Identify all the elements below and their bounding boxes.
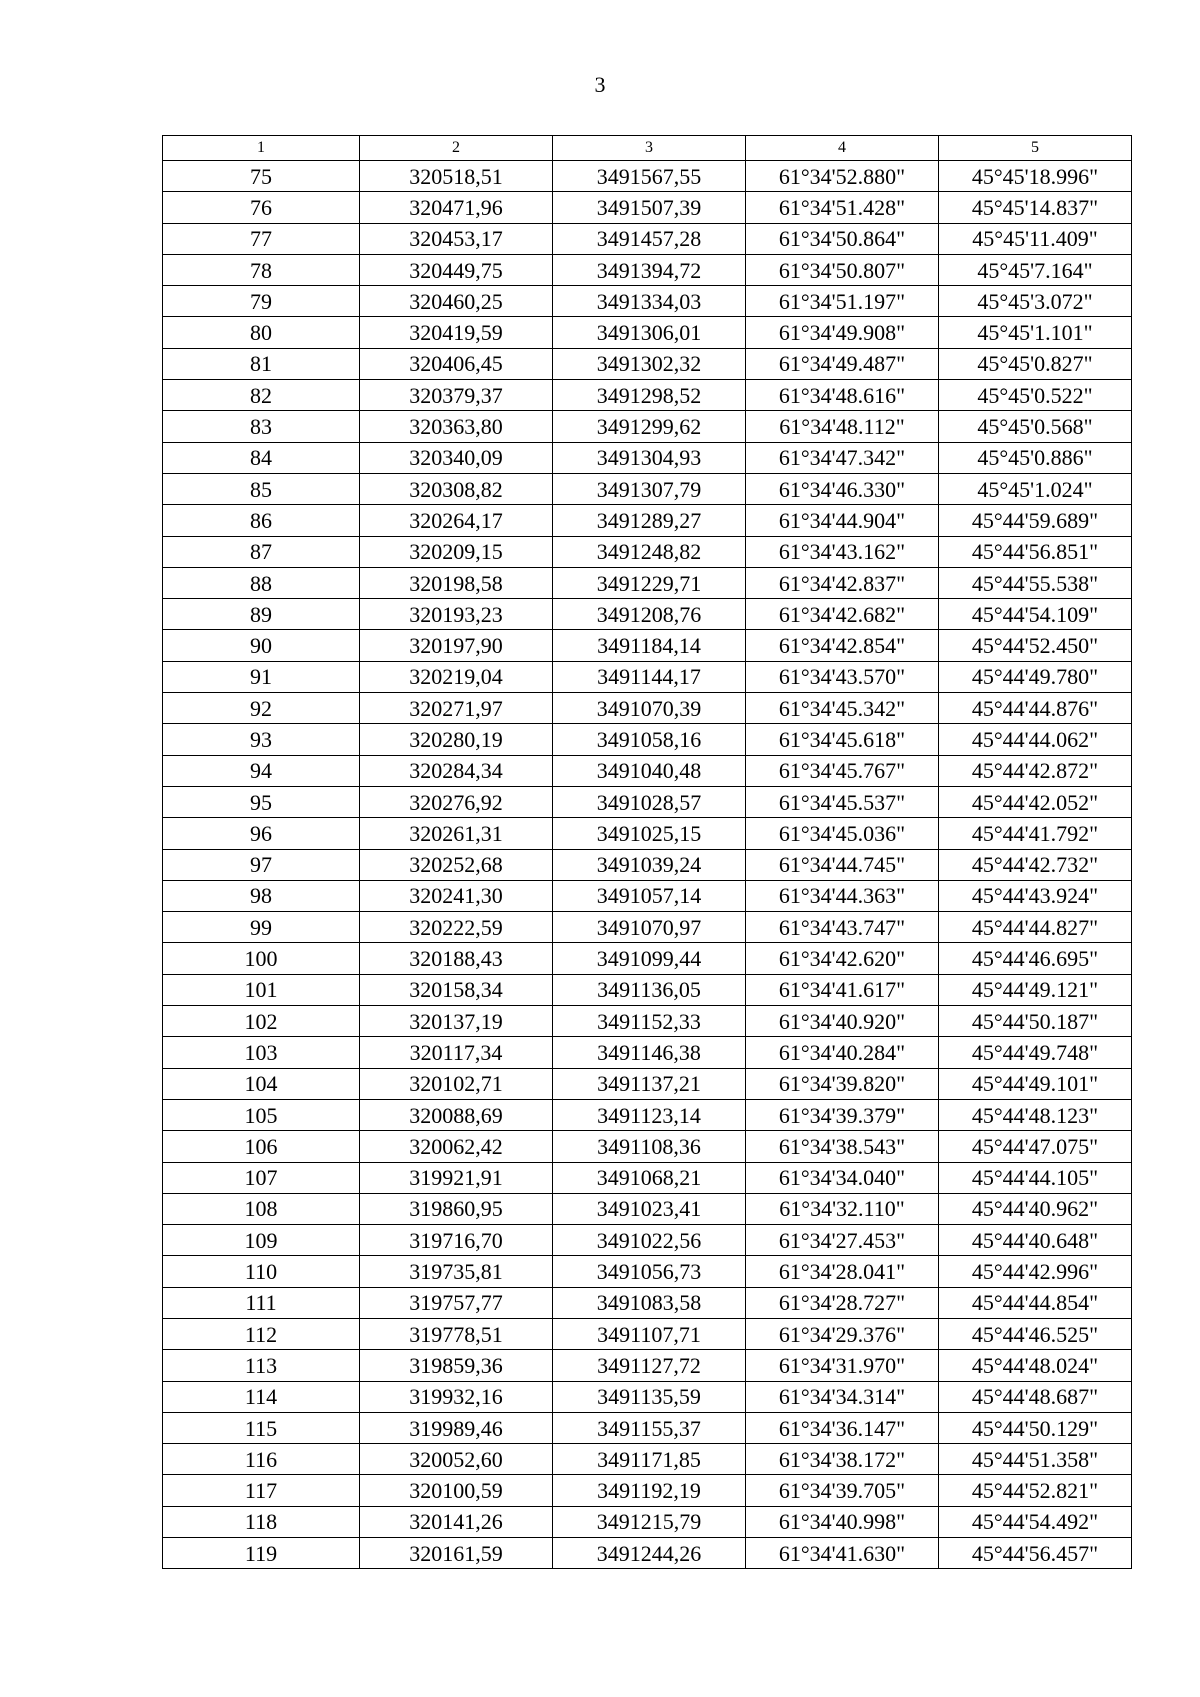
longitude-cell: 61°34'41.617"	[746, 974, 939, 1005]
latitude-cell: 45°45'14.837"	[939, 192, 1132, 223]
y-coordinate-cell: 3491083,58	[553, 1287, 746, 1318]
page-number: 3	[594, 72, 606, 97]
y-coordinate-cell: 3491244,26	[553, 1538, 746, 1569]
y-coordinate-cell: 3491171,85	[553, 1444, 746, 1475]
latitude-cell: 45°44'42.052"	[939, 786, 1132, 817]
y-coordinate-cell: 3491334,03	[553, 286, 746, 317]
point-number-cell: 105	[163, 1099, 360, 1130]
point-number-cell: 119	[163, 1538, 360, 1569]
y-coordinate-cell: 3491298,52	[553, 380, 746, 411]
y-coordinate-cell: 3491039,24	[553, 849, 746, 880]
coordinates-table	[162, 135, 1132, 1569]
latitude-cell: 45°45'0.886"	[939, 442, 1132, 473]
y-coordinate-cell: 3491215,79	[553, 1506, 746, 1537]
point-number-cell: 75	[163, 161, 360, 192]
latitude-cell: 45°44'55.538"	[939, 567, 1132, 598]
point-number-cell: 92	[163, 693, 360, 724]
latitude-cell: 45°44'46.695"	[939, 943, 1132, 974]
longitude-cell: 61°34'51.197"	[746, 286, 939, 317]
x-coordinate-cell: 320158,34	[360, 974, 553, 1005]
point-number-cell: 77	[163, 223, 360, 254]
x-coordinate-cell: 320188,43	[360, 943, 553, 974]
latitude-cell: 45°44'54.492"	[939, 1506, 1132, 1537]
point-number-cell: 116	[163, 1444, 360, 1475]
latitude-cell: 45°44'41.792"	[939, 818, 1132, 849]
y-coordinate-cell: 3491056,73	[553, 1256, 746, 1287]
table-row	[163, 1256, 1132, 1287]
table-row	[163, 943, 1132, 974]
x-coordinate-cell: 320460,25	[360, 286, 553, 317]
x-coordinate-cell: 320197,90	[360, 630, 553, 661]
latitude-cell: 45°44'50.129"	[939, 1412, 1132, 1443]
x-coordinate-cell: 320088,69	[360, 1099, 553, 1130]
y-coordinate-cell: 3491394,72	[553, 254, 746, 285]
table-row	[163, 912, 1132, 943]
latitude-cell: 45°44'56.851"	[939, 536, 1132, 567]
point-number-cell: 118	[163, 1506, 360, 1537]
longitude-cell: 61°34'40.920"	[746, 1006, 939, 1037]
longitude-cell: 61°34'32.110"	[746, 1193, 939, 1224]
longitude-cell: 61°34'42.854"	[746, 630, 939, 661]
latitude-cell: 45°45'7.164"	[939, 254, 1132, 285]
x-coordinate-cell: 320449,75	[360, 254, 553, 285]
longitude-cell: 61°34'42.620"	[746, 943, 939, 974]
x-coordinate-cell: 320271,97	[360, 693, 553, 724]
y-coordinate-cell: 3491107,71	[553, 1318, 746, 1349]
column-header-4: 4	[746, 136, 939, 161]
point-number-cell: 87	[163, 536, 360, 567]
longitude-cell: 61°34'28.727"	[746, 1287, 939, 1318]
point-number-cell: 111	[163, 1287, 360, 1318]
table-row	[163, 223, 1132, 254]
y-coordinate-cell: 3491108,36	[553, 1131, 746, 1162]
y-coordinate-cell: 3491192,19	[553, 1475, 746, 1506]
table-row	[163, 849, 1132, 880]
latitude-cell: 45°44'56.457"	[939, 1538, 1132, 1569]
table-row	[163, 1068, 1132, 1099]
longitude-cell: 61°34'28.041"	[746, 1256, 939, 1287]
x-coordinate-cell: 319735,81	[360, 1256, 553, 1287]
latitude-cell: 45°45'1.101"	[939, 317, 1132, 348]
y-coordinate-cell: 3491289,27	[553, 505, 746, 536]
table-row	[163, 380, 1132, 411]
latitude-cell: 45°44'46.525"	[939, 1318, 1132, 1349]
latitude-cell: 45°44'51.358"	[939, 1444, 1132, 1475]
x-coordinate-cell: 319859,36	[360, 1350, 553, 1381]
x-coordinate-cell: 320100,59	[360, 1475, 553, 1506]
x-coordinate-cell: 319778,51	[360, 1318, 553, 1349]
y-coordinate-cell: 3491127,72	[553, 1350, 746, 1381]
table-row	[163, 755, 1132, 786]
longitude-cell: 61°34'38.543"	[746, 1131, 939, 1162]
table-row	[163, 1444, 1132, 1475]
column-header-1: 1	[163, 136, 360, 161]
y-coordinate-cell: 3491058,16	[553, 724, 746, 755]
point-number-cell: 89	[163, 599, 360, 630]
point-number-cell: 99	[163, 912, 360, 943]
x-coordinate-cell: 320241,30	[360, 880, 553, 911]
latitude-cell: 45°44'44.105"	[939, 1162, 1132, 1193]
longitude-cell: 61°34'46.330"	[746, 473, 939, 504]
longitude-cell: 61°34'42.682"	[746, 599, 939, 630]
longitude-cell: 61°34'38.172"	[746, 1444, 939, 1475]
point-number-cell: 114	[163, 1381, 360, 1412]
x-coordinate-cell: 320193,23	[360, 599, 553, 630]
table-row	[163, 630, 1132, 661]
x-coordinate-cell: 320261,31	[360, 818, 553, 849]
latitude-cell: 45°45'0.568"	[939, 411, 1132, 442]
table-row	[163, 1131, 1132, 1162]
longitude-cell: 61°34'36.147"	[746, 1412, 939, 1443]
x-coordinate-cell: 320308,82	[360, 473, 553, 504]
longitude-cell: 61°34'31.970"	[746, 1350, 939, 1381]
latitude-cell: 45°44'43.924"	[939, 880, 1132, 911]
latitude-cell: 45°45'11.409"	[939, 223, 1132, 254]
point-number-cell: 101	[163, 974, 360, 1005]
table-row	[163, 1538, 1132, 1569]
longitude-cell: 61°34'41.630"	[746, 1538, 939, 1569]
table-row	[163, 1506, 1132, 1537]
x-coordinate-cell: 319860,95	[360, 1193, 553, 1224]
longitude-cell: 61°34'50.807"	[746, 254, 939, 285]
longitude-cell: 61°34'44.363"	[746, 880, 939, 911]
longitude-cell: 61°34'45.618"	[746, 724, 939, 755]
table-row	[163, 1412, 1132, 1443]
y-coordinate-cell: 3491135,59	[553, 1381, 746, 1412]
point-number-cell: 113	[163, 1350, 360, 1381]
x-coordinate-cell: 320052,60	[360, 1444, 553, 1475]
longitude-cell: 61°34'48.616"	[746, 380, 939, 411]
longitude-cell: 61°34'29.376"	[746, 1318, 939, 1349]
longitude-cell: 61°34'47.342"	[746, 442, 939, 473]
table-row	[163, 1350, 1132, 1381]
longitude-cell: 61°34'45.537"	[746, 786, 939, 817]
point-number-cell: 107	[163, 1162, 360, 1193]
latitude-cell: 45°44'42.872"	[939, 755, 1132, 786]
point-number-cell: 93	[163, 724, 360, 755]
y-coordinate-cell: 3491040,48	[553, 755, 746, 786]
latitude-cell: 45°44'49.121"	[939, 974, 1132, 1005]
y-coordinate-cell: 3491304,93	[553, 442, 746, 473]
point-number-cell: 100	[163, 943, 360, 974]
table-row	[163, 317, 1132, 348]
table-row	[163, 661, 1132, 692]
longitude-cell: 61°34'39.820"	[746, 1068, 939, 1099]
table-row	[163, 1193, 1132, 1224]
y-coordinate-cell: 3491144,17	[553, 661, 746, 692]
latitude-cell: 45°44'40.962"	[939, 1193, 1132, 1224]
table-row	[163, 348, 1132, 379]
longitude-cell: 61°34'43.162"	[746, 536, 939, 567]
point-number-cell: 76	[163, 192, 360, 223]
y-coordinate-cell: 3491229,71	[553, 567, 746, 598]
x-coordinate-cell: 319757,77	[360, 1287, 553, 1318]
table-row	[163, 693, 1132, 724]
longitude-cell: 61°34'44.904"	[746, 505, 939, 536]
table-row	[163, 442, 1132, 473]
table-row	[163, 286, 1132, 317]
y-coordinate-cell: 3491457,28	[553, 223, 746, 254]
latitude-cell: 45°44'42.996"	[939, 1256, 1132, 1287]
y-coordinate-cell: 3491306,01	[553, 317, 746, 348]
x-coordinate-cell: 320276,92	[360, 786, 553, 817]
point-number-cell: 115	[163, 1412, 360, 1443]
latitude-cell: 45°44'40.648"	[939, 1225, 1132, 1256]
longitude-cell: 61°34'50.864"	[746, 223, 939, 254]
y-coordinate-cell: 3491567,55	[553, 161, 746, 192]
y-coordinate-cell: 3491057,14	[553, 880, 746, 911]
longitude-cell: 61°34'40.998"	[746, 1506, 939, 1537]
latitude-cell: 45°44'49.780"	[939, 661, 1132, 692]
latitude-cell: 45°45'0.827"	[939, 348, 1132, 379]
point-number-cell: 110	[163, 1256, 360, 1287]
point-number-cell: 109	[163, 1225, 360, 1256]
table-row	[163, 599, 1132, 630]
point-number-cell: 95	[163, 786, 360, 817]
latitude-cell: 45°44'44.062"	[939, 724, 1132, 755]
latitude-cell: 45°44'59.689"	[939, 505, 1132, 536]
latitude-cell: 45°44'44.854"	[939, 1287, 1132, 1318]
x-coordinate-cell: 320471,96	[360, 192, 553, 223]
latitude-cell: 45°45'18.996"	[939, 161, 1132, 192]
table-row	[163, 536, 1132, 567]
latitude-cell: 45°44'49.748"	[939, 1037, 1132, 1068]
y-coordinate-cell: 3491155,37	[553, 1412, 746, 1443]
point-number-cell: 88	[163, 567, 360, 598]
latitude-cell: 45°44'47.075"	[939, 1131, 1132, 1162]
y-coordinate-cell: 3491068,21	[553, 1162, 746, 1193]
longitude-cell: 61°34'48.112"	[746, 411, 939, 442]
y-coordinate-cell: 3491099,44	[553, 943, 746, 974]
x-coordinate-cell: 320198,58	[360, 567, 553, 598]
x-coordinate-cell: 320117,34	[360, 1037, 553, 1068]
y-coordinate-cell: 3491248,82	[553, 536, 746, 567]
x-coordinate-cell: 320222,59	[360, 912, 553, 943]
longitude-cell: 61°34'51.428"	[746, 192, 939, 223]
x-coordinate-cell: 320453,17	[360, 223, 553, 254]
table-row	[163, 724, 1132, 755]
latitude-cell: 45°44'44.827"	[939, 912, 1132, 943]
table-row	[163, 880, 1132, 911]
longitude-cell: 61°34'27.453"	[746, 1225, 939, 1256]
point-number-cell: 117	[163, 1475, 360, 1506]
table-row	[163, 818, 1132, 849]
x-coordinate-cell: 320284,34	[360, 755, 553, 786]
y-coordinate-cell: 3491028,57	[553, 786, 746, 817]
latitude-cell: 45°45'1.024"	[939, 473, 1132, 504]
y-coordinate-cell: 3491070,39	[553, 693, 746, 724]
x-coordinate-cell: 320252,68	[360, 849, 553, 880]
y-coordinate-cell: 3491023,41	[553, 1193, 746, 1224]
longitude-cell: 61°34'45.036"	[746, 818, 939, 849]
point-number-cell: 102	[163, 1006, 360, 1037]
point-number-cell: 96	[163, 818, 360, 849]
longitude-cell: 61°34'39.705"	[746, 1475, 939, 1506]
point-number-cell: 86	[163, 505, 360, 536]
point-number-cell: 91	[163, 661, 360, 692]
y-coordinate-cell: 3491146,38	[553, 1037, 746, 1068]
table-row	[163, 411, 1132, 442]
longitude-cell: 61°34'45.767"	[746, 755, 939, 786]
longitude-cell: 61°34'34.040"	[746, 1162, 939, 1193]
point-number-cell: 94	[163, 755, 360, 786]
longitude-cell: 61°34'44.745"	[746, 849, 939, 880]
table-row	[163, 786, 1132, 817]
latitude-cell: 45°44'49.101"	[939, 1068, 1132, 1099]
y-coordinate-cell: 3491307,79	[553, 473, 746, 504]
table-row	[163, 1475, 1132, 1506]
y-coordinate-cell: 3491152,33	[553, 1006, 746, 1037]
latitude-cell: 45°44'42.732"	[939, 849, 1132, 880]
latitude-cell: 45°45'0.522"	[939, 380, 1132, 411]
latitude-cell: 45°44'50.187"	[939, 1006, 1132, 1037]
x-coordinate-cell: 320419,59	[360, 317, 553, 348]
y-coordinate-cell: 3491299,62	[553, 411, 746, 442]
x-coordinate-cell: 319989,46	[360, 1412, 553, 1443]
latitude-cell: 45°44'52.450"	[939, 630, 1132, 661]
x-coordinate-cell: 320102,71	[360, 1068, 553, 1099]
y-coordinate-cell: 3491302,32	[553, 348, 746, 379]
table-row	[163, 1099, 1132, 1130]
longitude-cell: 61°34'49.908"	[746, 317, 939, 348]
longitude-cell: 61°34'43.747"	[746, 912, 939, 943]
latitude-cell: 45°44'48.123"	[939, 1099, 1132, 1130]
y-coordinate-cell: 3491137,21	[553, 1068, 746, 1099]
table-row	[163, 505, 1132, 536]
point-number-cell: 80	[163, 317, 360, 348]
point-number-cell: 112	[163, 1318, 360, 1349]
table-row	[163, 567, 1132, 598]
longitude-cell: 61°34'43.570"	[746, 661, 939, 692]
x-coordinate-cell: 320141,26	[360, 1506, 553, 1537]
y-coordinate-cell: 3491184,14	[553, 630, 746, 661]
longitude-cell: 61°34'40.284"	[746, 1037, 939, 1068]
x-coordinate-cell: 320379,37	[360, 380, 553, 411]
table-row	[163, 192, 1132, 223]
x-coordinate-cell: 320062,42	[360, 1131, 553, 1162]
point-number-cell: 83	[163, 411, 360, 442]
table-row	[163, 974, 1132, 1005]
x-coordinate-cell: 320363,80	[360, 411, 553, 442]
x-coordinate-cell: 319932,16	[360, 1381, 553, 1412]
column-header-2: 2	[360, 136, 553, 161]
x-coordinate-cell: 319921,91	[360, 1162, 553, 1193]
latitude-cell: 45°44'52.821"	[939, 1475, 1132, 1506]
y-coordinate-cell: 3491208,76	[553, 599, 746, 630]
point-number-cell: 103	[163, 1037, 360, 1068]
y-coordinate-cell: 3491507,39	[553, 192, 746, 223]
latitude-cell: 45°44'54.109"	[939, 599, 1132, 630]
point-number-cell: 78	[163, 254, 360, 285]
x-coordinate-cell: 320518,51	[360, 161, 553, 192]
point-number-cell: 84	[163, 442, 360, 473]
latitude-cell: 45°44'48.024"	[939, 1350, 1132, 1381]
point-number-cell: 97	[163, 849, 360, 880]
x-coordinate-cell: 320264,17	[360, 505, 553, 536]
point-number-cell: 81	[163, 348, 360, 379]
longitude-cell: 61°34'34.314"	[746, 1381, 939, 1412]
longitude-cell: 61°34'52.880"	[746, 161, 939, 192]
table-header-row	[163, 136, 1132, 161]
table-row	[163, 1037, 1132, 1068]
y-coordinate-cell: 3491136,05	[553, 974, 746, 1005]
x-coordinate-cell: 320161,59	[360, 1538, 553, 1569]
x-coordinate-cell: 320280,19	[360, 724, 553, 755]
column-header-5: 5	[939, 136, 1132, 161]
table-row	[163, 1162, 1132, 1193]
x-coordinate-cell: 320219,04	[360, 661, 553, 692]
longitude-cell: 61°34'39.379"	[746, 1099, 939, 1130]
point-number-cell: 79	[163, 286, 360, 317]
y-coordinate-cell: 3491123,14	[553, 1099, 746, 1130]
table-row	[163, 1287, 1132, 1318]
y-coordinate-cell: 3491070,97	[553, 912, 746, 943]
x-coordinate-cell: 320406,45	[360, 348, 553, 379]
longitude-cell: 61°34'49.487"	[746, 348, 939, 379]
table-row	[163, 1381, 1132, 1412]
table-row	[163, 254, 1132, 285]
point-number-cell: 82	[163, 380, 360, 411]
x-coordinate-cell: 320137,19	[360, 1006, 553, 1037]
latitude-cell: 45°45'3.072"	[939, 286, 1132, 317]
longitude-cell: 61°34'42.837"	[746, 567, 939, 598]
x-coordinate-cell: 319716,70	[360, 1225, 553, 1256]
latitude-cell: 45°44'48.687"	[939, 1381, 1132, 1412]
table-row	[163, 1318, 1132, 1349]
x-coordinate-cell: 320209,15	[360, 536, 553, 567]
point-number-cell: 106	[163, 1131, 360, 1162]
table-row	[163, 161, 1132, 192]
point-number-cell: 98	[163, 880, 360, 911]
point-number-cell: 90	[163, 630, 360, 661]
x-coordinate-cell: 320340,09	[360, 442, 553, 473]
point-number-cell: 108	[163, 1193, 360, 1224]
column-header-3: 3	[553, 136, 746, 161]
table-body	[163, 161, 1132, 1569]
point-number-cell: 85	[163, 473, 360, 504]
point-number-cell: 104	[163, 1068, 360, 1099]
longitude-cell: 61°34'45.342"	[746, 693, 939, 724]
table-row	[163, 1225, 1132, 1256]
y-coordinate-cell: 3491025,15	[553, 818, 746, 849]
table-row	[163, 473, 1132, 504]
latitude-cell: 45°44'44.876"	[939, 693, 1132, 724]
y-coordinate-cell: 3491022,56	[553, 1225, 746, 1256]
table-row	[163, 1006, 1132, 1037]
